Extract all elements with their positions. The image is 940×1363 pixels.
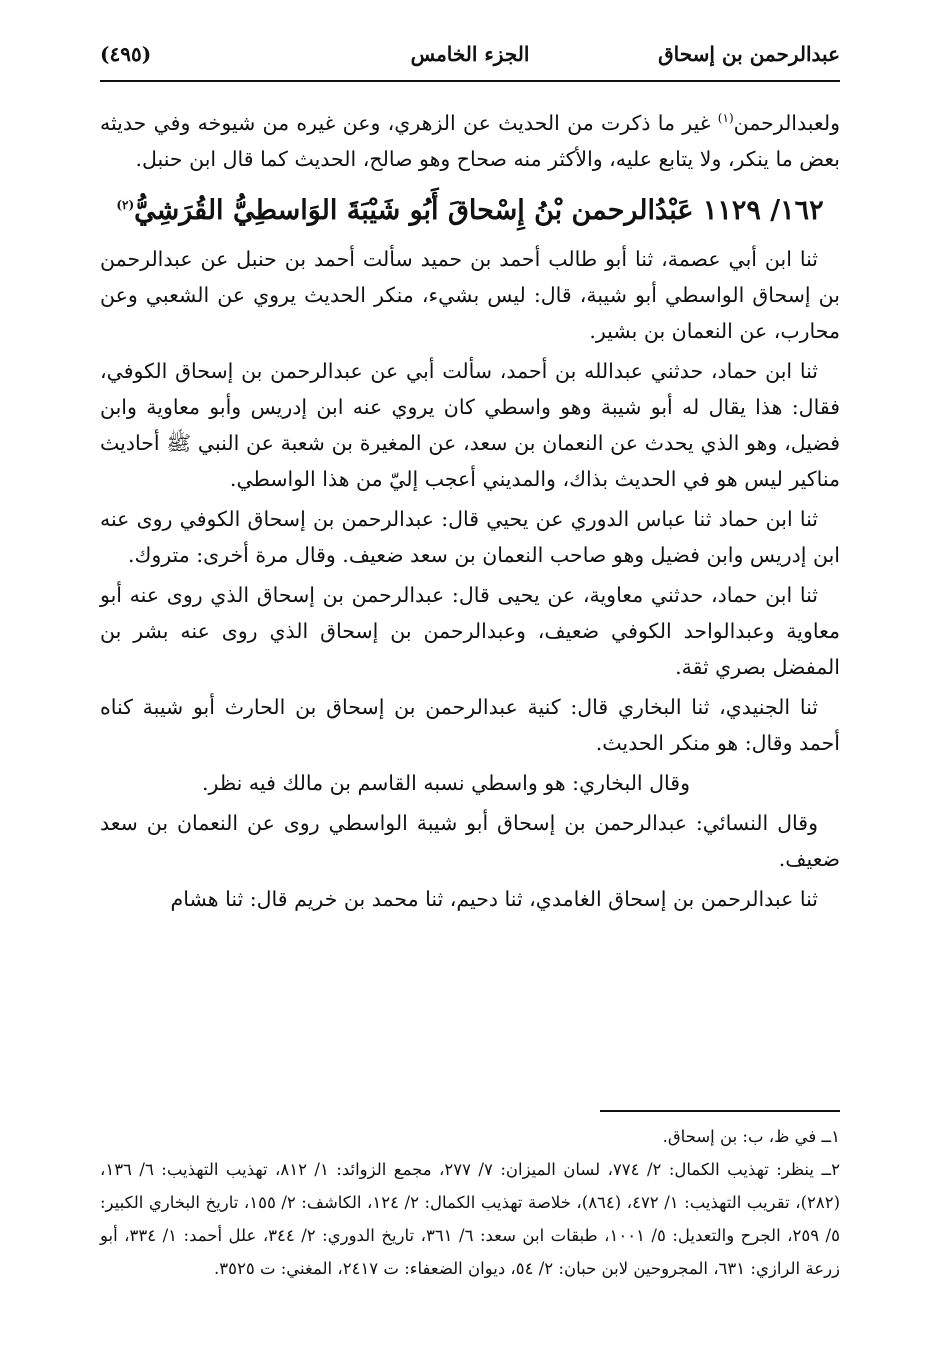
footnote-ref-1: (١): [717, 111, 734, 125]
footnote-1: ١ــ في ظ، ب: بن إسحاق.: [662, 1127, 840, 1146]
footnote-2: ٢ــ ينظر: تهذيب الكمال: ٢/ ٧٧٤، لسان الميزان: ٧/ ٢٧٧، مجمع الزوائد: ١/ ٨١٢، تهذيب التهذيب: ٦/ ١٣٦، (٢٨٢)، تقريب التهذيب: ١/ ٤٧٢، (٨٦٤)، خلاصة تهذيب الكمال: ٢/ ١٢٤، الكاشف: ٢/ ١٥٥، تاريخ البخاري الكبير: ٥/ ٢٥٩، الجرح والتعديل: ٥/ ١٠٠١، طبقات ابن سعد: ٦/ ٣٦١، تاريخ الدوري: ٢/ ٣٤٤، علل أحمد: ١/ ٣٣٤، أبو زرعة الرازي: ٦٣١، المجروحين لابن حبان: ٢/ ٥٤، ديوان الضعفاء: ت ٢٤١٧، المغني: ت ٣٥٢٥.: [100, 1160, 841, 1278]
page-body: [100, 100, 840, 921]
footnote-ref-2: (٢): [116, 197, 135, 212]
intro-paragraph: [100, 100, 840, 177]
paragraph-8: ثنا عبدالرحمن بن إسحاق الغامدي، ثنا دحيم، ثنا محمد بن خريم قال: ثنا هشام: [170, 886, 818, 911]
entry-heading-text: ١٦٢/ ١١٢٩ عَبْدُالرحمن بْنُ إِسْحاقَ أَبُو شَيْبَةَ الوَاسطِيُّ القُرَشِيُّ: [134, 194, 824, 226]
running-title: عبدالرحمن بن إسحاق: [658, 42, 840, 66]
page-number: (٤٩٥): [100, 42, 152, 66]
paragraph-2: ثنا ابن حماد، حدثني عبدالله بن أحمد، سألت أبي عن عبدالرحمن بن إسحاق الكوفي، فقال: هذا يقال له أبو شيبة وهو واسطي كان يروي عنه ابن إدريس وأبو معاوية وابن فضيل، وهو الذي يحدث عن النعمان بن سعد، عن المغيرة بن شعبة عن النبي ﷺ أحاديث مناكير ليس هو في الحديث بذاك، والمديني أعجب إليّ من هذا الواسطي.: [100, 358, 840, 491]
entry-heading: [100, 181, 840, 235]
page-header: [100, 36, 840, 82]
intro-text-rest: غير ما ذكرت من الحديث عن الزهري، وعن غيره من شيوخه وفي حديثه بعض ما ينكر، ولا يتابع عليه، والأكثر منه صحاح وهو صالح، الحديث كما قال ابن حنبل.: [100, 110, 840, 171]
footnote-separator: [600, 1110, 840, 1112]
paragraph-4: ثنا ابن حماد، حدثني معاوية، عن يحيى قال: عبدالرحمن بن إسحاق الذي روى عنه أبو معاوية وعبدالواحد الكوفي ضعيف، وعبدالرحمن بن إسحاق الذي روى عنه بشر بن المفضل بصري ثقة.: [100, 582, 840, 679]
paragraph-5: ثنا الجنيدي، ثنا البخاري قال: كنية عبدالرحمن بن إسحاق بن الحارث أبو شيبة كناه أحمد وقال: هو منكر الحديث.: [100, 694, 840, 755]
paragraph-1: ثنا ابن أبي عصمة، ثنا أبو طالب أحمد بن حميد سألت أحمد بن حنبل عن عبدالرحمن بن إسحاق الواسطي أبو شيبة، قال: ليس بشيء، منكر الحديث يروي عن الشعبي وعن محارب، عن النعمان بن بشير.: [100, 246, 840, 343]
intro-text-start: ولعبدالرحمن: [733, 110, 840, 135]
volume-label: الجزء الخامس: [410, 42, 530, 66]
paragraph-7: وقال النسائي: عبدالرحمن بن إسحاق أبو شيبة الواسطي روى عن النعمان بن سعد ضعيف.: [100, 810, 840, 871]
paragraph-3: ثنا ابن حماد ثنا عباس الدوري عن يحيي قال: عبدالرحمن بن إسحاق الكوفي روى عنه ابن إدريس وابن فضيل وهو صاحب النعمان بن سعد ضعيف. وقال مرة أخرى: متروك.: [100, 506, 840, 567]
footnotes: [100, 1120, 840, 1285]
paragraph-6: وقال البخاري: هو واسطي نسبه القاسم بن مالك فيه نظر.: [202, 770, 690, 795]
